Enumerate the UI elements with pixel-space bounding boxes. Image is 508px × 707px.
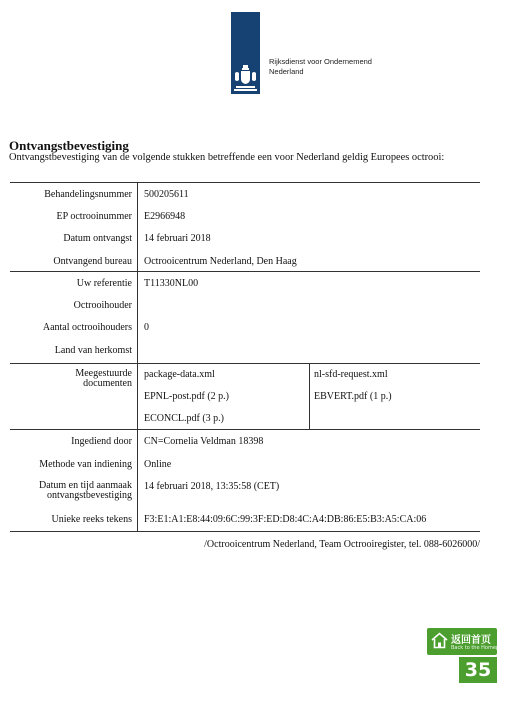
value-uw-referentie: T11330NL00 xyxy=(144,278,199,289)
label-methode-van-indiening: Methode van indiening xyxy=(39,459,132,470)
label-uw-referentie: Uw referentie xyxy=(76,278,132,289)
label-behandelingsnummer: Behandelingsnummer xyxy=(44,189,132,200)
org-name-line1: Rijksdienst voor Ondernemend xyxy=(269,57,372,66)
label-datum-aanmaak xyxy=(39,481,132,501)
label-aantal-octrooihouders: Aantal octrooihouders xyxy=(42,322,132,333)
label-line: documenten xyxy=(83,378,132,389)
value-unieke-reeks-tekens: F3:E1:A1:E8:44:09:6C:99:3F:ED:D8:4C:A4:DB:86:E5:B3:A5:CA:06 xyxy=(144,514,427,525)
label-meegestuurde-documenten xyxy=(75,369,132,389)
document-item: EPNL-post.pdf (2 p.) xyxy=(144,391,229,402)
document-title: Ontvangstbevestiging xyxy=(9,138,129,153)
label-octrooihouder: Octrooihouder xyxy=(73,300,132,311)
value-datum-aanmaak: 14 februari 2018, 13:35:58 (CET) xyxy=(144,481,280,492)
label-line: Datum en tijd aanmaak xyxy=(38,480,132,491)
document-item: nl-sfd-request.xml xyxy=(314,369,388,380)
value-ep-octrooinummer: E2966948 xyxy=(144,211,186,222)
value-behandelingsnummer: 500205611 xyxy=(144,189,189,200)
page-number-badge: 35 xyxy=(459,657,497,683)
label-ingediend-door: Ingediend door xyxy=(71,436,132,447)
value-aantal-octrooihouders: 0 xyxy=(144,322,149,333)
table-column-divider xyxy=(137,182,138,531)
document-item: package-data.xml xyxy=(144,369,215,380)
organisation-name xyxy=(269,57,372,76)
back-to-homepage-button[interactable] xyxy=(427,628,508,655)
document-item: EBVERT.pdf (1 p.) xyxy=(314,391,392,402)
label-land-van-herkomst: Land van herkomst xyxy=(54,345,132,356)
table-rule xyxy=(10,271,480,272)
document-intro: Ontvangstbevestiging van de volgende stukken betreffende een voor Nederland geldig Europees octrooi: xyxy=(9,152,445,163)
table-rule-top xyxy=(10,182,480,183)
label-datum-ontvangst: Datum ontvangst xyxy=(63,233,132,244)
label-line: Meegestuurde xyxy=(75,368,132,379)
org-name-line2: Nederland xyxy=(269,66,304,76)
label-unieke-reeks-tekens: Unieke reeks tekens xyxy=(51,514,132,525)
coat-of-arms-icon xyxy=(233,64,258,92)
value-methode-van-indiening: Online xyxy=(144,459,172,470)
value-datum-ontvangst: 14 februari 2018 xyxy=(144,233,211,244)
home-button-label: 返回首页 xyxy=(451,635,491,646)
value-ingediend-door: CN=Cornelia Veldman 18398 xyxy=(144,436,264,447)
house-icon xyxy=(431,632,448,649)
table-rule-bottom xyxy=(10,531,480,532)
label-ep-octrooinummer: EP octrooinummer xyxy=(56,211,132,222)
document-item: ECONCL.pdf (3 p.) xyxy=(144,413,224,424)
label-ontvangend-bureau: Ontvangend bureau xyxy=(53,256,132,267)
documents-column-divider xyxy=(309,363,310,429)
value-ontvangend-bureau: Octrooicentrum Nederland, Den Haag xyxy=(144,256,297,267)
home-button-sublabel: Back to the Homepage xyxy=(451,645,508,651)
table-rule xyxy=(10,429,480,430)
footer-contact: /Octrooicentrum Nederland, Team Octrooiregister, tel. 088-6026000/ xyxy=(204,539,480,550)
government-logo xyxy=(231,12,260,94)
table-rule xyxy=(10,363,480,364)
label-line: ontvangstbevestiging xyxy=(47,490,132,501)
